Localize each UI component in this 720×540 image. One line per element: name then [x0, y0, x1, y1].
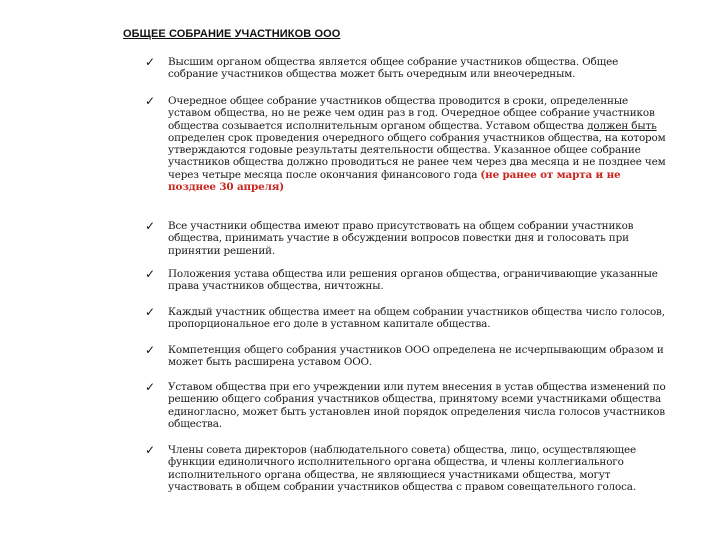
- list-item: [145, 381, 667, 430]
- list-item-text: Положения устава общества или решения органов общества, ограничивающие указанные права участников общества, ничтожны.: [168, 268, 658, 293]
- underlined-phrase: должен быть: [587, 119, 657, 132]
- checkmark-icon: ✓: [145, 305, 156, 319]
- list-item-text: Высшим органом общества является общее собрание участников общества. Общее собрание участников общества может быть очередным или внеочередным.: [168, 56, 619, 81]
- list-item-text: Каждый участник общества имеет на общем собрании участников общества число голосов, пропорциональное его доле в уставном капитале общества.: [168, 306, 665, 331]
- list-item-text-part: Очередное общее собрание участников общества проводится в сроки, определенные уставом общества, но не реже чем один раз в год. Очередное общее собрание участников общества созывается исполнительным органом общества. Уставом общества: [168, 95, 655, 132]
- checkmark-icon: ✓: [145, 55, 156, 69]
- list-item: [145, 220, 667, 257]
- list-item-text: Члены совета директоров (наблюдательного совета) общества, лицо, осуществляющее функции единоличного исполнительного органа общества, и члены коллегиального исполнительного органа общества, не являющиеся участниками общества, могут участвовать в общем собрании участников общества с правом совещательного голоса.: [168, 444, 636, 493]
- list-item: [145, 444, 667, 493]
- checkmark-icon: ✓: [145, 443, 156, 457]
- checkmark-icon: ✓: [145, 343, 156, 357]
- checkmark-icon: ✓: [145, 94, 156, 108]
- checkmark-icon: ✓: [145, 380, 156, 394]
- page-title: ОБЩЕЕ СОБРАНИЕ УЧАСТНИКОВ ООО: [123, 28, 341, 40]
- list-item-text: [168, 95, 667, 193]
- list-item: [145, 344, 667, 369]
- list-item-text: Компетенция общего собрания участников ООО определена не исчерпывающим образом и может быть расширена уставом ООО.: [168, 344, 664, 369]
- list-item: [145, 95, 667, 193]
- list-item-text-part: определен срок проведения очередного общего собрания участников общества, на котором утверждаются годовые результаты деятельности общества. Указанное общее собрание участников общества должно проводиться не ранее чем через два месяца и не позднее чем через четыре месяца после окончания финансового года: [168, 131, 666, 181]
- highlighted-deadline: (не ранее от марта и не позднее 30 апреля): [168, 168, 621, 194]
- list-item-text: Уставом общества при его учреждении или путем внесения в устав общества изменений по решению общего собрания участников общества, принятому всеми участниками общества единогласно, может быть установлен иной порядок определения числа голосов участников общества.: [168, 381, 666, 430]
- list-item: [145, 56, 667, 81]
- list-item-text: Все участники общества имеют право присутствовать на общем собрании участников общества, принимать участие в обсуждении вопросов повестки дня и голосовать при принятии решений.: [168, 220, 634, 257]
- checkmark-icon: ✓: [145, 219, 156, 233]
- list-item: [145, 306, 667, 331]
- checkmark-icon: ✓: [145, 267, 156, 281]
- list-item: [145, 268, 667, 293]
